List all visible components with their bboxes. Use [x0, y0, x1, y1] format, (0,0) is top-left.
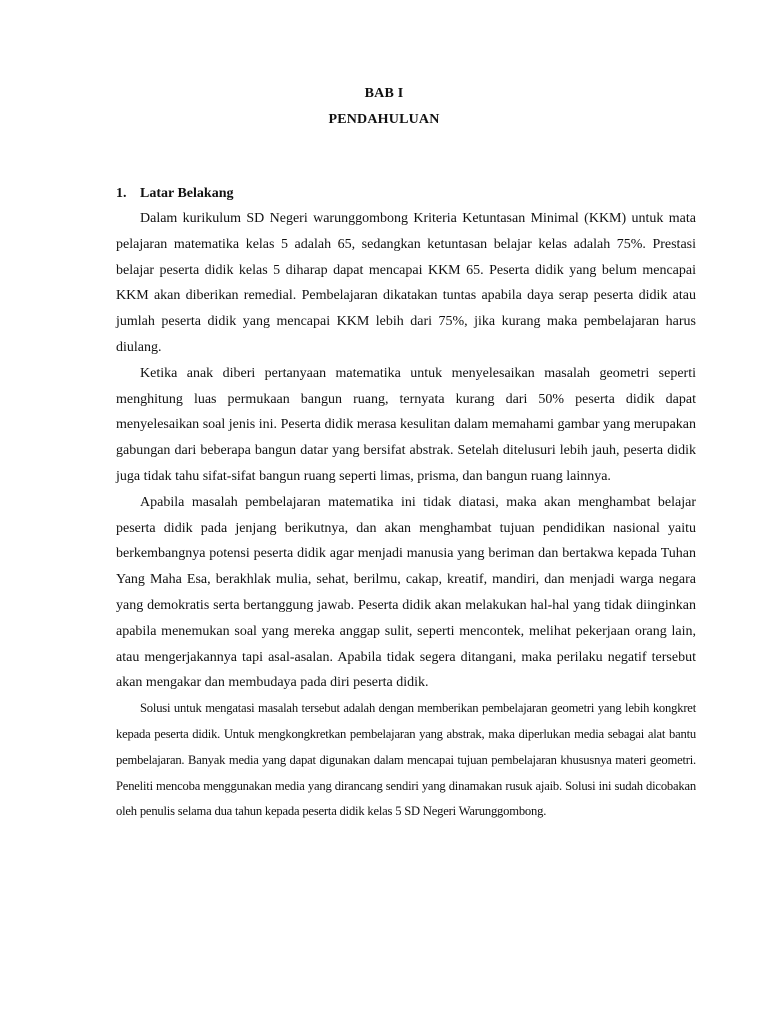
section-heading	[116, 186, 233, 202]
paragraph-4: Solusi untuk mengatasi masalah tersebut adalah dengan memberikan pembelajaran geometri yang lebih kongkret kepada peserta didik. Untuk mengkongkretkan pembelajaran yang abstrak, maka diperlukan media sebagai alat bantu pembelajaran. Banyak media yang dapat digunakan dalam mencapai tujuan pembelajaran khususnya materi geometri. Peneliti mencoba menggunakan media yang dirancang sendiri yang dinamakan rusuk ajaib. Solusi ini sudah dicobakan oleh penulis selama dua tahun kepada peserta didik kelas 5 SD Negeri Warunggombong.	[116, 701, 696, 819]
chapter-label: BAB I	[364, 86, 404, 101]
section-number: 1.	[116, 186, 127, 201]
paragraph-2: Ketika anak diberi pertanyaan matematika untuk menyelesaikan masalah geometri seperti menghitung luas permukaan bangun ruang, ternyata kurang dari 50% peserta didik dapat menyelesaikan soal jenis ini. Peserta didik merasa kesulitan dalam memahami gambar yang merupakan gabungan dari beberapa bangun datar yang bersifat abstrak. Setelah ditelusuri lebih jauh, peserta didik juga tidak tahu sifat-sifat bangun ruang seperti limas, prisma, dan bangun ruang lainnya.	[116, 365, 696, 484]
paragraph-1: Dalam kurikulum SD Negeri warunggombong Kriteria Ketuntasan Minimal (KKM) untuk mata pelajaran matematika kelas 5 adalah 65, sedangkan ketuntasan belajar kelas adalah 75%. Prestasi belajar peserta didik kelas 5 diharap dapat mencapai KKM 65. Peserta didik yang belum mencapai KKM akan diberikan remedial. Pembelajaran dikatakan tuntas apabila daya serap peserta didik atau jumlah peserta didik yang mencapai KKM lebih dari 75%, jika kurang maka pembelajaran harus diulang.	[116, 211, 696, 355]
body-text	[116, 206, 696, 825]
chapter-title: PENDAHULUAN	[328, 112, 440, 127]
paragraph-3: Apabila masalah pembelajaran matematika ini tidak diatasi, maka akan menghambat belajar peserta didik pada jenjang berikutnya, dan akan menghambat tujuan pendidikan nasional yaitu berkembangnya potensi peserta didik agar menjadi manusia yang beriman dan bertakwa kepada Tuhan Yang Maha Esa, berakhlak mulia, sehat, berilmu, cakap, kreatif, mandiri, dan menjadi warga negara yang demokratis serta bertanggung jawab. Peserta didik akan melakukan hal-hal yang tidak diinginkan apabila menemukan soal yang mereka anggap sulit, seperti mencontek, melihat pekerjaan orang lain, atau mengerjakannya tapi asal-asalan. Apabila tidak segera ditangani, maka perilaku negatif tersebut akan mengakar dan membudaya pada diri peserta didik.	[116, 494, 696, 691]
section-title: Latar Belakang	[140, 186, 234, 201]
